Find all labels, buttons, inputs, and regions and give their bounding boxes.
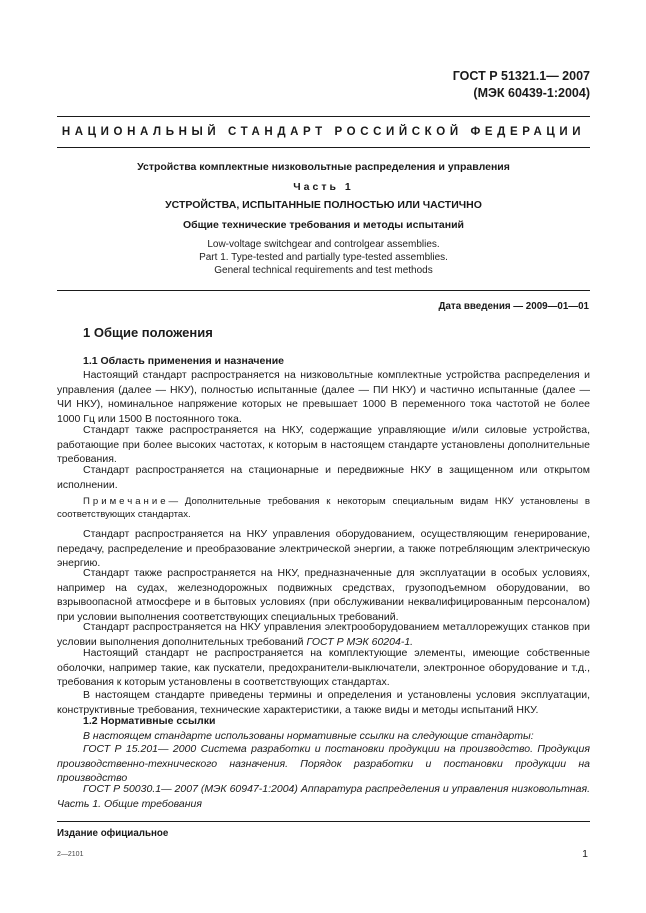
paragraph-references-intro: В настоящем стандарте использованы нормативные ссылки на следующие стандарты: bbox=[83, 730, 534, 742]
note-text: — Дополнительные требования к некоторым специальным видам НКУ установлены в соответствующих стандартах. bbox=[57, 496, 590, 520]
gost-number: ГОСТ Р 51321.1— 2007 bbox=[452, 69, 590, 83]
introduction-date: Дата введения — 2009—01—01 bbox=[438, 301, 589, 312]
page-number: 1 bbox=[582, 848, 588, 860]
title-en-3: General technical requirements and test methods bbox=[214, 265, 433, 276]
machine-tools-reference: ГОСТ Р МЭК 60204-1. bbox=[306, 635, 414, 648]
paragraph-contents: В настоящем стандарте приведены термины и определения и установлены условия эксплуатации, конструктивные требования, технические характеристики, а также виды и методы испытаний НКУ. bbox=[57, 689, 590, 716]
title-en-1: Low-voltage switchgear and controlgear assemblies. bbox=[207, 239, 440, 250]
subsection-1-1-heading: 1.1 Область применения и назначение bbox=[83, 355, 285, 367]
paragraph-equipment-control: Стандарт распространяется на НКУ управления оборудованием, осуществляющим генерирование, передачу, распределение и преобразование электрической энергии, а также потребляющим электрическую энергию. bbox=[57, 528, 590, 570]
title-line2: УСТРОЙСТВА, ИСПЫТАННЫЕ ПОЛНОСТЬЮ ИЛИ ЧАСТИЧНО bbox=[165, 199, 482, 211]
footer-rule bbox=[57, 821, 590, 822]
reference-gost-50030-1: ГОСТ Р 50030.1— 2007 (МЭК 60947-1:2004) Аппаратура распределения и управления низковольтная. Часть 1. Общие требования bbox=[57, 783, 590, 810]
iec-number: (МЭК 60439-1:2004) bbox=[473, 86, 590, 100]
standard-number bbox=[453, 68, 590, 102]
print-mark: 2—2101 bbox=[57, 851, 84, 858]
paragraph-scope: Настоящий стандарт распространяется на низковольтные комплектные устройства распределения и управления (далее — НКУ), полностью испытанные (далее — ПИ НКУ) и частично испытанные (далее — ЧИ НКУ), номинальное напряжение которых не превышает 1000 В переменного тока частотой не более 1000 Гц или 1500 В постоянного тока. bbox=[57, 369, 590, 425]
top-rule bbox=[57, 116, 590, 117]
banner-rule bbox=[57, 147, 590, 148]
note-label: Примечание bbox=[83, 496, 169, 507]
paragraph-exclusions: Настоящий стандарт не распространяется на комплектующие элементы, имеющие собственные оболочки, например такие, как пускатели, предохранители-выключатели, электронное оборудование и т.д., требования к которым установлены в соответствующих стандартах. bbox=[57, 647, 590, 689]
section-heading: 1 Общие положения bbox=[83, 325, 213, 340]
paragraph-machine-tools bbox=[57, 620, 590, 649]
title-part: Часть 1 bbox=[293, 181, 354, 193]
paragraph-stationary: Стандарт распространяется на стационарные и передвижные НКУ в защищенном или открытом исполнении. bbox=[57, 464, 590, 491]
paragraph-high-frequency: Стандарт также распространяется на НКУ, содержащие управляющие и/или силовые устройства, работающие при более высоких частотах, к которым в настоящем стандарте установлены дополнительные требования. bbox=[57, 424, 590, 466]
reference-gost-15-201: ГОСТ Р 15.201— 2000 Система разработки и постановки продукции на производство. Продукция производственно-технического назначения. Порядок разработки и постановки продукции на производство bbox=[57, 743, 590, 785]
national-standard-banner: НАЦИОНАЛЬНЫЙ СТАНДАРТ РОССИЙСКОЙ ФЕДЕРАЦИИ bbox=[61, 126, 586, 138]
note bbox=[57, 495, 590, 521]
official-edition-label: Издание официальное bbox=[57, 828, 169, 839]
subsection-1-2-heading: 1.2 Нормативные ссылки bbox=[83, 715, 216, 727]
title-line1: Устройства комплектные низковольтные распределения и управления bbox=[137, 161, 510, 173]
title-rule bbox=[57, 290, 590, 291]
title-line3: Общие технические требования и методы испытаний bbox=[183, 219, 464, 231]
title-en-2: Part 1. Type-tested and partially type-tested assemblies. bbox=[199, 252, 448, 263]
paragraph-special-conditions: Стандарт также распространяется на НКУ, предназначенные для эксплуатации в особых условиях, например на судах, железнодорожных подвижных средствах, грузоподъемном оборудовании, во взрывоопасной атмосфере и в бытовых условиях (при обслуживании неквалифицированным персоналом) при условии выполнения соответствующих специальных требований. bbox=[57, 567, 590, 623]
machine-tools-text: Стандарт распространяется на НКУ управления электрооборудованием металлорежущих станков при условии выполнения дополнительных требований bbox=[57, 621, 590, 648]
